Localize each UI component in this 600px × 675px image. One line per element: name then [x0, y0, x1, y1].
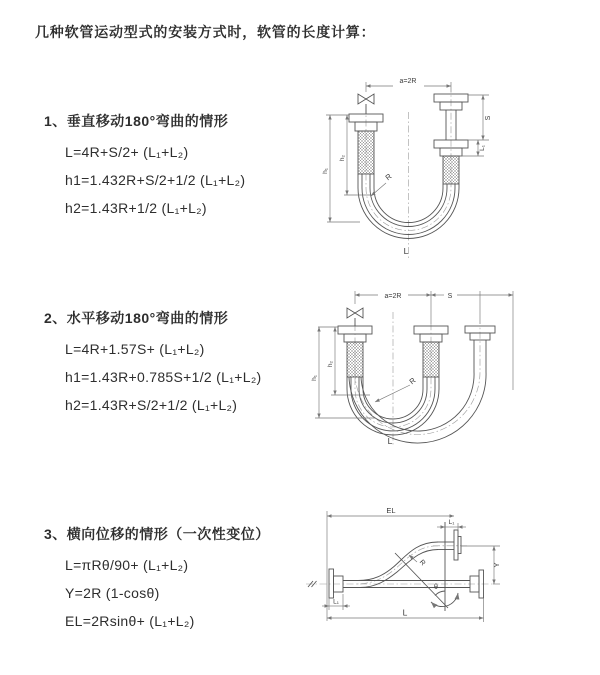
section-3-formula-L: L=πRθ/90+ (L₁+L₂): [65, 557, 189, 573]
d2-label-a2r: a=2R: [384, 293, 402, 300]
d1-label-l1: L₁: [479, 145, 486, 151]
section-1-formula-L: L=4R+S/2+ (L₁+L₂): [65, 144, 189, 160]
section-2-formula-L: L=4R+1.57S+ (L₁+L₂): [65, 341, 205, 357]
diagram-3-lateral-displacement: [298, 498, 598, 653]
section-3-formula-Y: Y=2R (1-cosθ): [65, 585, 160, 601]
d1-label-l: L: [403, 246, 409, 256]
valve-icon: [358, 94, 374, 104]
d2-hose-and-fittings: [338, 308, 495, 443]
d2-label-h2: h₂: [327, 360, 334, 368]
section-2-formula-h2: h2=1.43R+S/2+1/2 (L₁+L₂): [65, 397, 238, 413]
section-1: [44, 111, 245, 228]
d1-centerlines: [366, 92, 451, 258]
d3-label-l1-top: L₁: [448, 519, 455, 526]
section-2-heading: 2、水平移动180°弯曲的情形: [44, 310, 229, 326]
d3-label-l: L: [402, 607, 408, 618]
d3-dimensions: [322, 511, 500, 622]
section-2-formula-h1: h1=1.43R+0.785S+1/2 (L₁+L₂): [65, 369, 262, 385]
d2-label-h1: h₁: [311, 375, 318, 381]
page-title: 几种软管运动型式的安装方式时，软管的长度计算：: [35, 24, 376, 40]
d1-label-a2r: a=2R: [399, 78, 417, 85]
d1-label-r: R: [383, 171, 394, 183]
d2-label-s: S: [447, 293, 453, 300]
section-1-heading: 1、垂直移动180°弯曲的情形: [44, 113, 229, 129]
section-3-formula-EL: EL=2Rsinθ+ (L₁+L₂): [65, 613, 195, 629]
section-3-heading: 3、横向位移的情形（一次性变位）: [44, 526, 270, 542]
d1-dimensions: [326, 82, 489, 222]
d3-centerlines: [306, 546, 493, 584]
d1-label-s: S: [485, 115, 492, 121]
d1-label-h2: h₂: [339, 154, 346, 162]
diagram-1-vertical-180-bend: [308, 66, 598, 261]
diagram-2-horizontal-180-bend: [298, 282, 598, 462]
section-2: [44, 308, 262, 425]
d2-label-l: L: [387, 436, 393, 446]
d1-label-h1: h₁: [322, 168, 329, 174]
d2-dimensions: [315, 291, 513, 418]
d2-label-r: R: [407, 375, 418, 387]
d3-label-l1-left: L₁: [333, 598, 339, 606]
section-1-formula-h1: h1=1.432R+S/2+1/2 (L₁+L₂): [65, 172, 246, 188]
valve-icon: [347, 308, 363, 318]
d3-label-theta: θ: [434, 584, 438, 591]
section-1-formula-h2: h2=1.43R+1/2 (L₁+L₂): [65, 200, 207, 216]
d3-label-el: EL: [386, 506, 396, 515]
section-3: [44, 524, 270, 641]
d3-label-r: R: [417, 558, 427, 568]
d3-label-y: Y: [492, 562, 501, 568]
